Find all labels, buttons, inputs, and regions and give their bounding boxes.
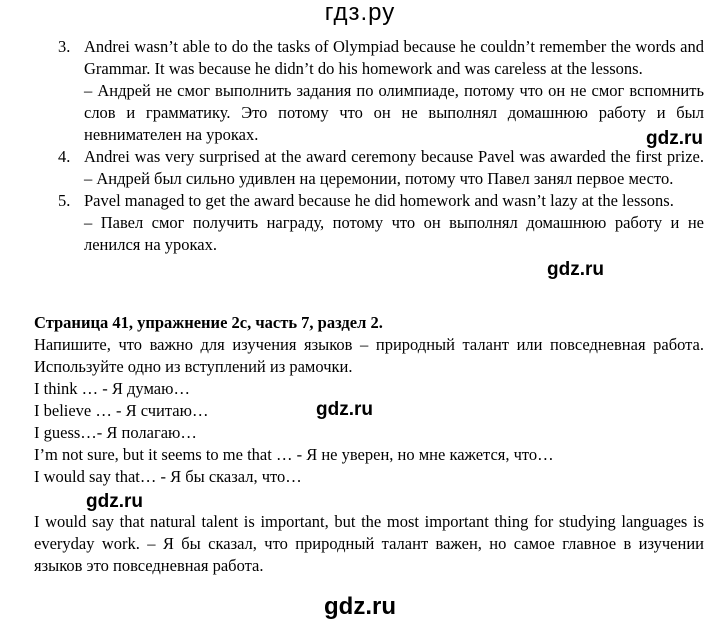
item-english-text: Pavel managed to get the award because he did homework and wasn’t lazy at the lessons.	[84, 191, 674, 210]
watermark: gdz.ru	[646, 128, 703, 149]
phrase-line: I believe … - Я считаю…	[34, 401, 209, 420]
item-number: 5.	[58, 191, 71, 210]
exercise-section	[34, 312, 704, 577]
watermark: gdz.ru	[324, 593, 396, 620]
list-item-5	[34, 190, 704, 256]
item-russian-text: – Андрей был сильно удивлен на церемонии, потому что Павел занял первое место.	[84, 169, 674, 188]
item-english-text: Andrei was very surprised at the award ceremony because Pavel was awarded the first prize.	[84, 147, 704, 166]
phrase-line: I guess…- Я полагаю…	[34, 423, 197, 442]
list-item-4	[34, 146, 704, 190]
task-text: Напишите, что важно для изучения языков – природный талант или повседневная работа. Используйте одно из вступлений из рамочки.	[34, 335, 704, 376]
item-number: 4.	[58, 147, 71, 166]
phrase-line: I’m not sure, but it seems to me that … - Я не уверен, но мне кажется, что…	[34, 445, 554, 464]
section-title: Страница 41, упражнение 2с, часть 7, раздел 2.	[34, 313, 383, 332]
phrase-line: I would say that… - Я бы сказал, что…	[34, 467, 302, 486]
item-text	[84, 146, 704, 190]
item-russian-text: – Андрей не смог выполнить задания по олимпиаде, потому что он не смог вспомнить слов и грамматику. Это потому что он не выполнял домашнюю работу и был невнимателен на уроках.	[84, 81, 704, 144]
item-russian-text: – Павел смог получить награду, потому что он выполнял домашнюю работу и не ленился на уроках.	[84, 213, 704, 254]
watermark: gdz.ru	[86, 491, 143, 512]
phrase-line: I think … - Я думаю…	[34, 379, 190, 398]
answer-text: I would say that natural talent is important, but the most important thing for studying languages is everyday work. – Я бы сказал, что природный талант важен, но самое главное в изучении языков это повседневная работа.	[34, 512, 704, 575]
item-english-text: Andrei wasn’t able to do the tasks of Olympiad because he couldn’t remember the words and Grammar. It was because he didn’t do his homework and was careless at the lessons.	[84, 37, 704, 78]
list-item-3	[34, 36, 704, 146]
watermark: gdz.ru	[547, 259, 604, 280]
answer-list	[34, 36, 704, 256]
watermark: gdz.ru	[316, 399, 373, 420]
site-header: гдз.ру	[324, 0, 396, 26]
item-number: 3.	[58, 37, 71, 56]
